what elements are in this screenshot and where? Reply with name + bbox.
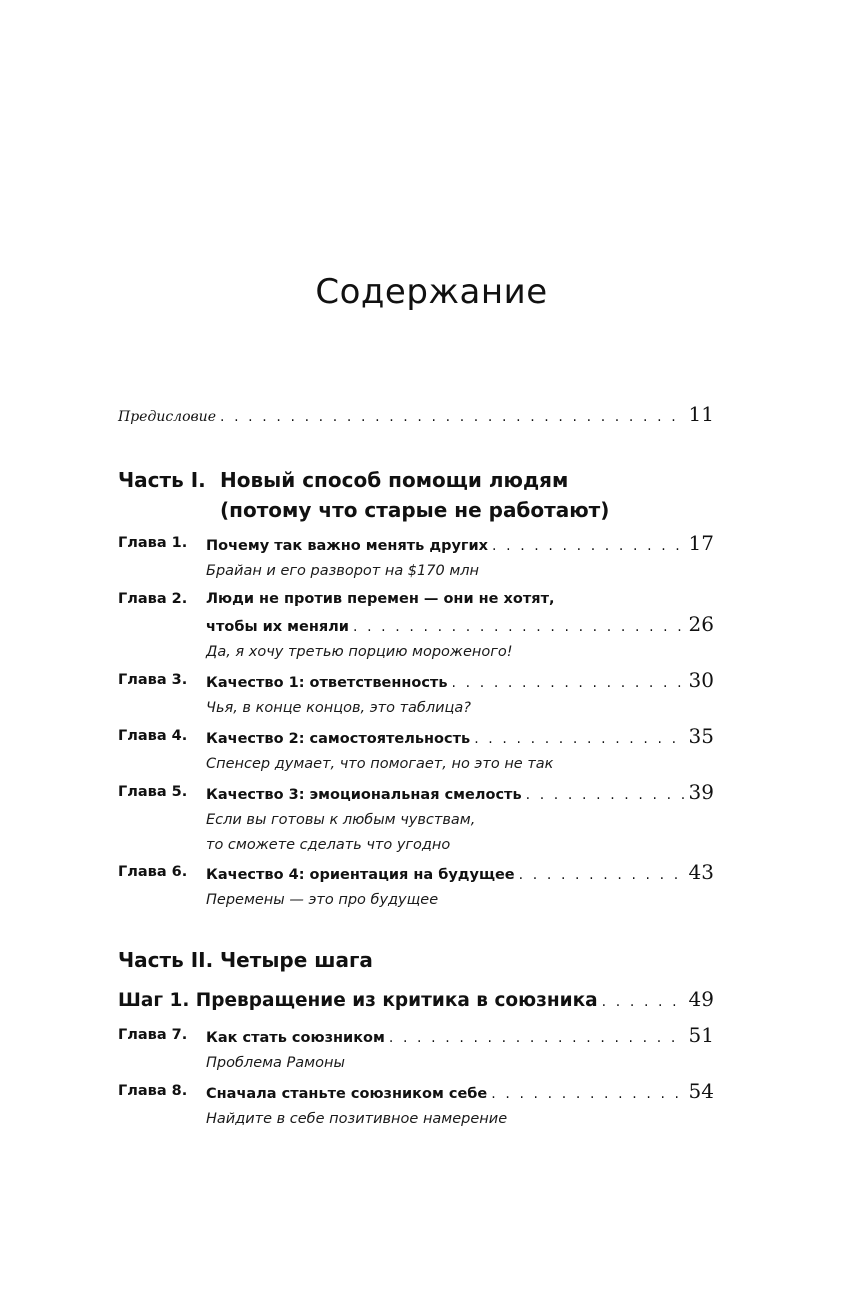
- chapter-label: Глава 6.: [118, 864, 188, 880]
- part-title-line2: (потому что старые не работают): [220, 498, 610, 522]
- page-number: 39: [688, 780, 714, 804]
- chapter-subtitle: Да, я хочу третью порцию мороженого!: [206, 644, 513, 660]
- chapter-label: Глава 7.: [118, 1027, 188, 1043]
- toc-entry-step-1[interactable]: [118, 987, 714, 1011]
- chapter-title: Качество 3: эмоциональная смелость: [206, 787, 522, 803]
- dot-leader: [389, 1031, 685, 1045]
- chapter-subtitle: Спенсер думает, что помогает, но это не так: [206, 756, 554, 772]
- toc-entry-preface[interactable]: [118, 402, 714, 426]
- page-number: 51: [688, 1023, 714, 1047]
- part-label: Часть II.: [118, 948, 214, 972]
- dot-leader: [491, 1087, 684, 1101]
- toc-entry-chapter-7[interactable]: [118, 1023, 714, 1076]
- chapter-label: Глава 5.: [118, 784, 188, 800]
- chapter-label: Глава 8.: [118, 1083, 188, 1099]
- part-title: Четыре шага: [220, 948, 373, 972]
- chapter-title: Как стать союзником: [206, 1030, 385, 1046]
- page-number: 11: [688, 402, 714, 426]
- chapter-subtitle: Найдите в себе позитивное намерение: [206, 1111, 508, 1127]
- toc-entry-chapter-1[interactable]: [118, 531, 714, 584]
- chapter-title: Качество 2: самостоятельность: [206, 731, 471, 747]
- toc-entry-chapter-2[interactable]: [118, 587, 714, 665]
- toc-entry-chapter-5[interactable]: [118, 780, 714, 858]
- chapter-title: Почему так важно менять других: [206, 538, 488, 554]
- part-heading-2: [118, 945, 714, 975]
- chapter-title-line1: Люди не против перемен — они не хотят,: [206, 591, 555, 607]
- chapter-subtitle-line2: то сможете сделать что угодно: [206, 837, 451, 853]
- chapter-title: Качество 1: ответственность: [206, 675, 448, 691]
- chapter-label: Глава 3.: [118, 672, 188, 688]
- chapter-subtitle: Перемены — это про будущее: [206, 892, 439, 908]
- dot-leader: [519, 868, 685, 882]
- dot-leader: [474, 732, 684, 746]
- chapter-subtitle: Проблема Рамоны: [206, 1055, 345, 1071]
- page-number: 43: [688, 860, 714, 884]
- step-title: Шаг 1. Превращение из критика в союзника: [118, 990, 598, 1011]
- chapter-title: Качество 4: ориентация на будущее: [206, 867, 515, 883]
- page-number: 17: [688, 531, 714, 555]
- chapter-title: Сначала станьте союзником себе: [206, 1086, 488, 1102]
- chapter-subtitle: Брайан и его разворот на $170 млн: [206, 563, 480, 579]
- page-number: 26: [688, 612, 714, 636]
- dot-leader: [602, 995, 685, 1009]
- entry-title: Предисловие: [118, 409, 216, 425]
- chapter-subtitle-line1: Если вы готовы к любым чувствам,: [206, 812, 476, 828]
- toc-entry-chapter-3[interactable]: [118, 668, 714, 721]
- chapter-label: Глава 4.: [118, 728, 188, 744]
- page-number: 35: [688, 724, 714, 748]
- toc-entry-chapter-4[interactable]: [118, 724, 714, 777]
- chapter-title: чтобы их меняли: [206, 619, 349, 635]
- part-label: Часть I.: [118, 468, 206, 492]
- dot-leader: [526, 788, 685, 802]
- dot-leader: [492, 539, 685, 553]
- part-title-line1: Новый способ помощи людям: [220, 468, 569, 492]
- page-number: 54: [688, 1079, 714, 1103]
- page-title: Содержание: [315, 272, 548, 312]
- chapter-label: Глава 2.: [118, 591, 188, 607]
- dot-leader: [452, 676, 685, 690]
- dot-leader: [220, 410, 685, 424]
- page-number: 30: [688, 668, 714, 692]
- chapter-subtitle: Чья, в конце концов, это таблица?: [206, 700, 472, 716]
- toc-entry-chapter-8[interactable]: [118, 1079, 714, 1132]
- dot-leader: [353, 620, 685, 634]
- toc-entry-chapter-6[interactable]: [118, 860, 714, 913]
- chapter-label: Глава 1.: [118, 535, 188, 551]
- page-number: 49: [688, 987, 714, 1011]
- part-heading-1: [118, 465, 714, 525]
